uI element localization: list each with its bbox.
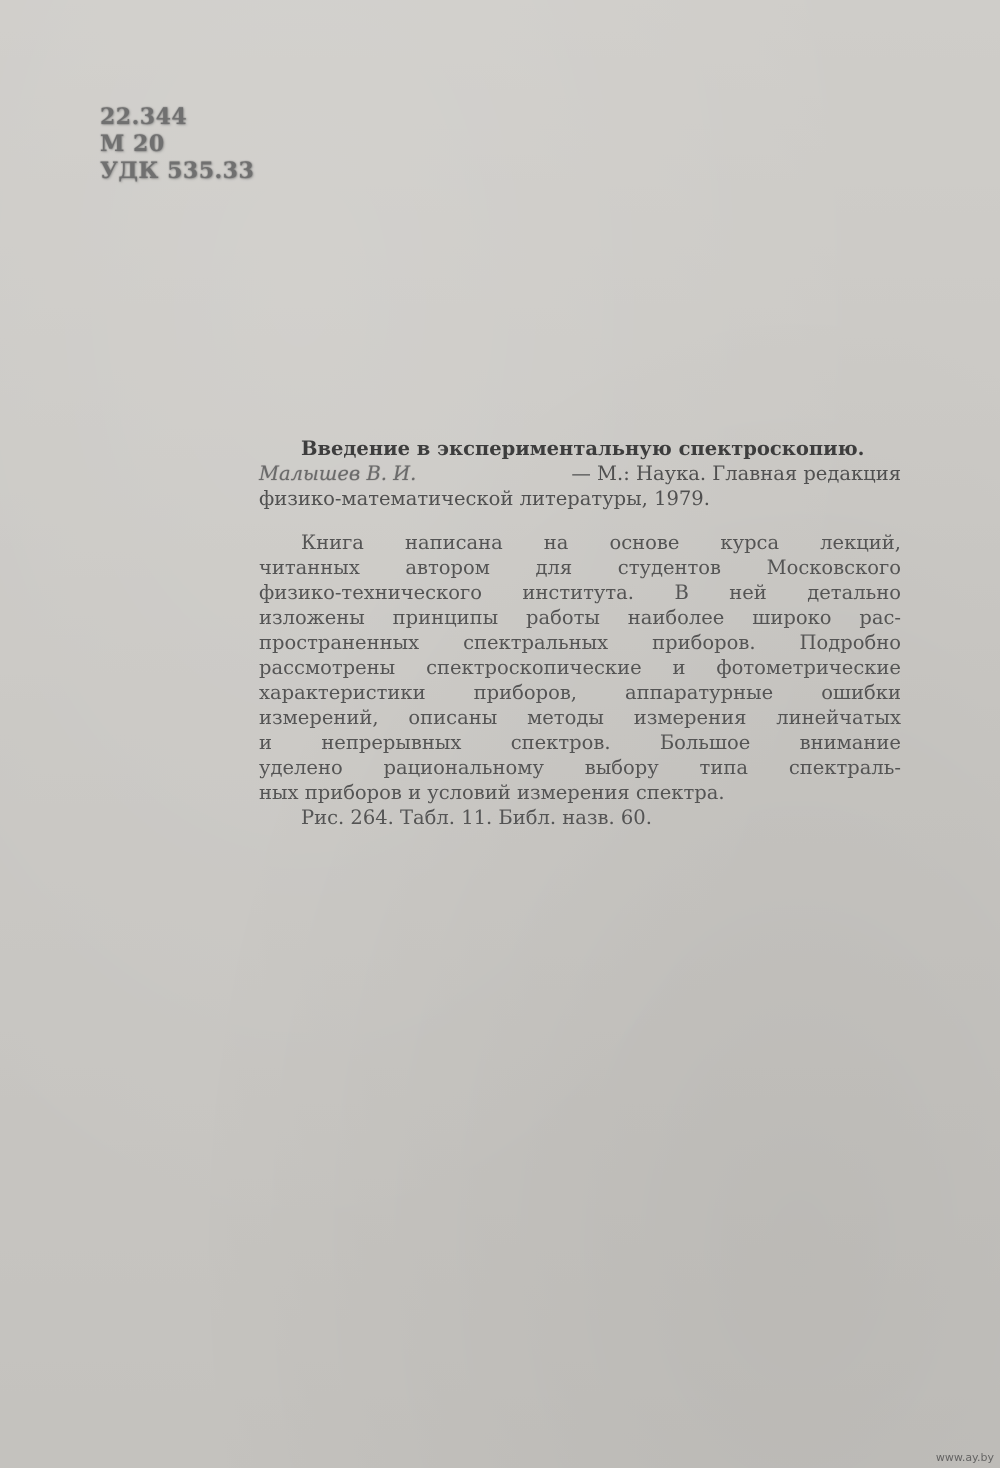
- udk-code: УДК 535.33: [100, 158, 255, 184]
- word: читанных: [259, 556, 360, 579]
- word: спектраль-: [788, 756, 901, 779]
- word: лекций,: [820, 531, 901, 554]
- publisher-line-2: физико-математической литературы, 1979.: [259, 487, 710, 510]
- word: института.: [522, 581, 634, 604]
- word: автором: [405, 556, 490, 579]
- word: написана: [404, 531, 503, 554]
- watermark: www.ay.by: [935, 1451, 994, 1464]
- word: спектроскопические: [426, 656, 642, 679]
- book-title: Введение в экспериментальную спектроскопию.: [301, 437, 865, 460]
- word: измерения: [633, 706, 747, 729]
- word: В: [674, 581, 689, 604]
- publisher: — М.: Наука. Главная редакция: [571, 462, 901, 485]
- abstract-line: [259, 755, 901, 780]
- word: линейчатых: [776, 706, 901, 729]
- word: пространенных: [259, 631, 420, 654]
- abstract-line: [259, 580, 901, 605]
- word: внимание: [799, 731, 901, 754]
- word: аппаратурные: [625, 681, 774, 704]
- word: Большое: [659, 731, 751, 754]
- word: выбору: [584, 756, 659, 779]
- word: фотометрические: [716, 656, 901, 679]
- word: основе: [609, 531, 680, 554]
- word: на: [543, 531, 569, 554]
- word: методы: [527, 706, 604, 729]
- word: рациональному: [383, 756, 544, 779]
- abstract-line: [259, 680, 901, 705]
- word: детально: [807, 581, 901, 604]
- word: ней: [729, 581, 767, 604]
- word: описаны: [408, 706, 498, 729]
- abstract-line: [259, 655, 901, 680]
- word: курса: [720, 531, 780, 554]
- word: Книга: [301, 531, 364, 554]
- word: ошибки: [821, 681, 901, 704]
- author-mark: М 20: [100, 131, 165, 157]
- word: приборов,: [473, 681, 577, 704]
- abstract-line: ных приборов и условий измерения спектра.: [259, 781, 725, 804]
- abstract-line: [259, 605, 901, 630]
- book-author: Малышев В. И.: [259, 462, 417, 485]
- word: уделено: [259, 756, 343, 779]
- word: типа: [699, 756, 748, 779]
- word: непрерывных: [321, 731, 462, 754]
- bbk-code: 22.344: [100, 104, 188, 130]
- word: спектров.: [510, 731, 611, 754]
- word: изложены: [259, 606, 365, 629]
- word: спектральных: [463, 631, 609, 654]
- word: приборов.: [652, 631, 756, 654]
- word: рас-: [859, 606, 901, 629]
- figures-tables-count: Рис. 264. Табл. 11. Библ. назв. 60.: [301, 806, 652, 829]
- word: широко: [752, 606, 832, 629]
- author-publisher-line: [259, 461, 901, 486]
- word: студентов: [617, 556, 722, 579]
- abstract-line: [259, 730, 901, 755]
- abstract-line: [259, 555, 901, 580]
- abstract: [259, 530, 901, 830]
- word: измерений,: [259, 706, 379, 729]
- word: физико-технического: [259, 581, 482, 604]
- word: Московского: [766, 556, 901, 579]
- abstract-line: [259, 705, 901, 730]
- word: характеристики: [259, 681, 426, 704]
- word: и: [259, 731, 272, 754]
- word: и: [672, 656, 686, 679]
- word: принципы: [392, 606, 499, 629]
- word: для: [535, 556, 573, 579]
- abstract-line: [259, 530, 901, 555]
- abstract-line: [259, 630, 901, 655]
- word: наиболее: [627, 606, 725, 629]
- word: рассмотрены: [259, 656, 396, 679]
- annotation-block: [259, 436, 901, 830]
- word: работы: [526, 606, 600, 629]
- word: Подробно: [799, 631, 901, 654]
- catalog-codes: [100, 104, 254, 185]
